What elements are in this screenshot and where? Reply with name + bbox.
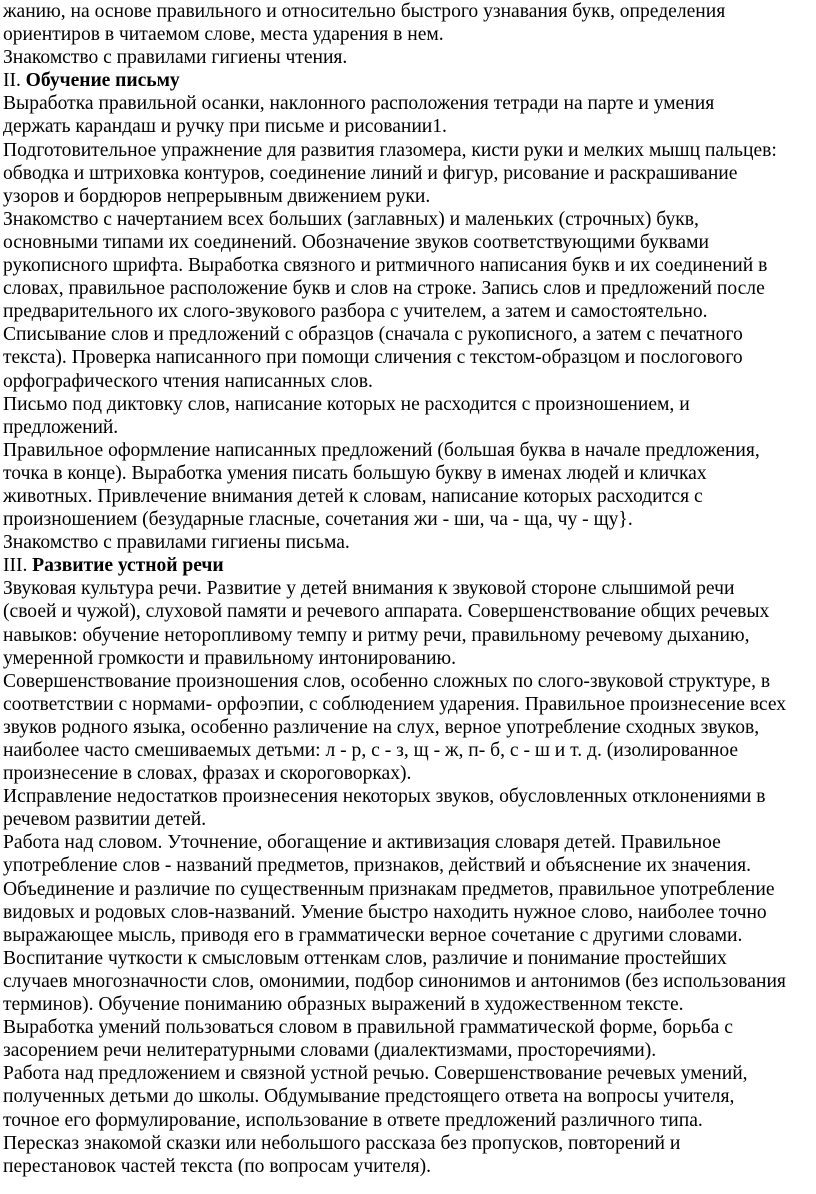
text-line: произнесение в словах, фразах и скороговорках).	[3, 763, 412, 785]
text-line: Знакомство с правилами гигиены чтения.	[3, 47, 348, 69]
text-line: навыков: обучение неторопливому темпу и ритму речи, правильному речевому дыханию,	[3, 624, 750, 646]
text-line: жанию, на основе правильного и относительно быстрого узнавания букв, определения	[3, 1, 726, 22]
text-line: ориентиров в читаемом слове, места ударения в нем.	[3, 24, 444, 46]
text-line: Подготовительное упражнение для развития глазомера, кисти руки и мелких мышц пальцев:	[3, 139, 777, 161]
text-line: Воспитание чуткости к смысловым оттенкам слов, различие и понимание простейших	[3, 947, 727, 969]
text-line: словах, правильное расположение букв и слов на строке. Запись слов и предложений после	[3, 278, 765, 300]
text-line: точное его формулирование, использование в ответе предложений различного типа.	[3, 1109, 703, 1131]
text-line: Объединение и различие по существенным признакам предметов, правильное употребление	[3, 878, 775, 900]
text-line: Правильное оформление написанных предложений (большая буква в начале предложения,	[3, 439, 760, 461]
text-line: Знакомство с правилами гигиены письма.	[3, 532, 350, 554]
text-line: Звуковая культура речи. Развитие у детей внимания к звуковой стороне слышимой речи	[3, 578, 735, 600]
text-line: перестановок частей текста (по вопросам учителя).	[3, 1155, 431, 1177]
text-line: Выработка умений пользоваться словом в правильной грамматической форме, борьба с	[3, 1017, 733, 1039]
section-number: II.	[3, 70, 26, 92]
section-title: Обучение письму	[25, 70, 180, 92]
text-line: случаев многозначности слов, омонимии, подбор синонимов и антонимов (без использования	[3, 970, 786, 992]
text-line: обводка и штриховка контуров, соединение линий и фигур, рисование и раскрашивание	[3, 162, 738, 184]
section-number: III.	[3, 555, 33, 577]
text-line: Выработка правильной осанки, наклонного расположения тетради на парте и умения	[3, 93, 715, 115]
text-line: Знакомство с начертанием всех больших (заглавных) и маленьких (строчных) букв,	[3, 208, 699, 230]
text-line: Письмо под диктовку слов, написание которых не расходится с произношением, и	[3, 393, 690, 415]
text-line: соответствии с нормами- орфоэпии, с соблюдением ударения. Правильное произнесение всех	[3, 693, 787, 715]
text-line: (своей и чужой), слуховой памяти и речевого аппарата. Совершенствование общих речевых	[3, 601, 770, 623]
section-title: Развитие устной речи	[32, 555, 224, 577]
text-line: произношением (безударные гласные, сочетания жи - ши, ча - ща, чу - щу}.	[3, 509, 633, 531]
text-line: Совершенствование произношения слов, особенно сложных по слого-звуковой структуре, в	[3, 670, 771, 692]
text-line: текста). Проверка написанного при помощи сличения с текстом-образцом и послогового	[3, 347, 743, 369]
text-line: держать карандаш и ручку при письме и рисовании1.	[3, 116, 447, 138]
text-line: узоров и бордюров непрерывным движением руки.	[3, 185, 431, 207]
text-line: предварительного их слого-звукового разбора с учителем, а затем и самостоятельно.	[3, 301, 708, 323]
text-line: Работа над предложением и связной устной речью. Совершенствование речевых умений,	[3, 1063, 748, 1085]
text-line: Пересказ знакомой сказки или небольшого рассказа без пропусков, повторений и	[3, 1132, 681, 1154]
text-line: употребление слов - названий предметов, признаков, действий и объяснение их значения.	[3, 855, 751, 877]
text-line: Работа над словом. Уточнение, обогащение и активизация словаря детей. Правильное	[3, 832, 721, 854]
text-line: точка в конце). Выработка умения писать большую букву в именах людей и кличках	[3, 462, 707, 484]
text-line: речевом развитии детей.	[3, 809, 207, 831]
text-line: выражающее мысль, приводя его в грамматически верное сочетание с другими словами.	[3, 924, 743, 946]
text-line: рукописного шрифта. Выработка связного и ритмичного написания букв и их соединений в	[3, 255, 768, 277]
section-heading-2	[3, 69, 816, 92]
text-line: орфографического чтения написанных слов.	[3, 370, 373, 392]
text-line: засорением речи нелитературными словами (диалектизмами, просторечиями).	[3, 1040, 657, 1062]
text-line: наиболее часто смешиваемых детьми: л - р, с - з, щ - ж, п- б, с - ш и т. д. (изолированное	[3, 740, 739, 761]
text-line: полученных детьми до школы. Обдумывание предстоящего ответа на вопросы учителя,	[3, 1086, 735, 1108]
text-line: Списывание слов и предложений с образцов (сначала с рукописного, а затем с печатного	[3, 324, 743, 346]
text-line: Исправление недостатков произнесения некоторых звуков, обусловленных отклонениями в	[3, 786, 766, 808]
text-line: звуков родного языка, особенно различение на слух, верное употребление сходных звуков,	[3, 716, 760, 738]
text-line: животных. Привлечение внимания детей к словам, написание которых расходится с	[3, 485, 703, 507]
text-line: терминов). Обучение пониманию образных выражений в художественном тексте.	[3, 994, 684, 1016]
text-line: умеренной громкости и правильному интонированию.	[3, 647, 457, 669]
section-heading-3	[3, 554, 816, 577]
text-line: основными типами их соединений. Обозначение звуков соответствующими буквами	[3, 231, 709, 253]
text-line: предложений.	[3, 416, 119, 438]
text-line: видовых и родовых слов-названий. Умение быстро находить нужное слово, наиболее точно	[3, 901, 767, 923]
